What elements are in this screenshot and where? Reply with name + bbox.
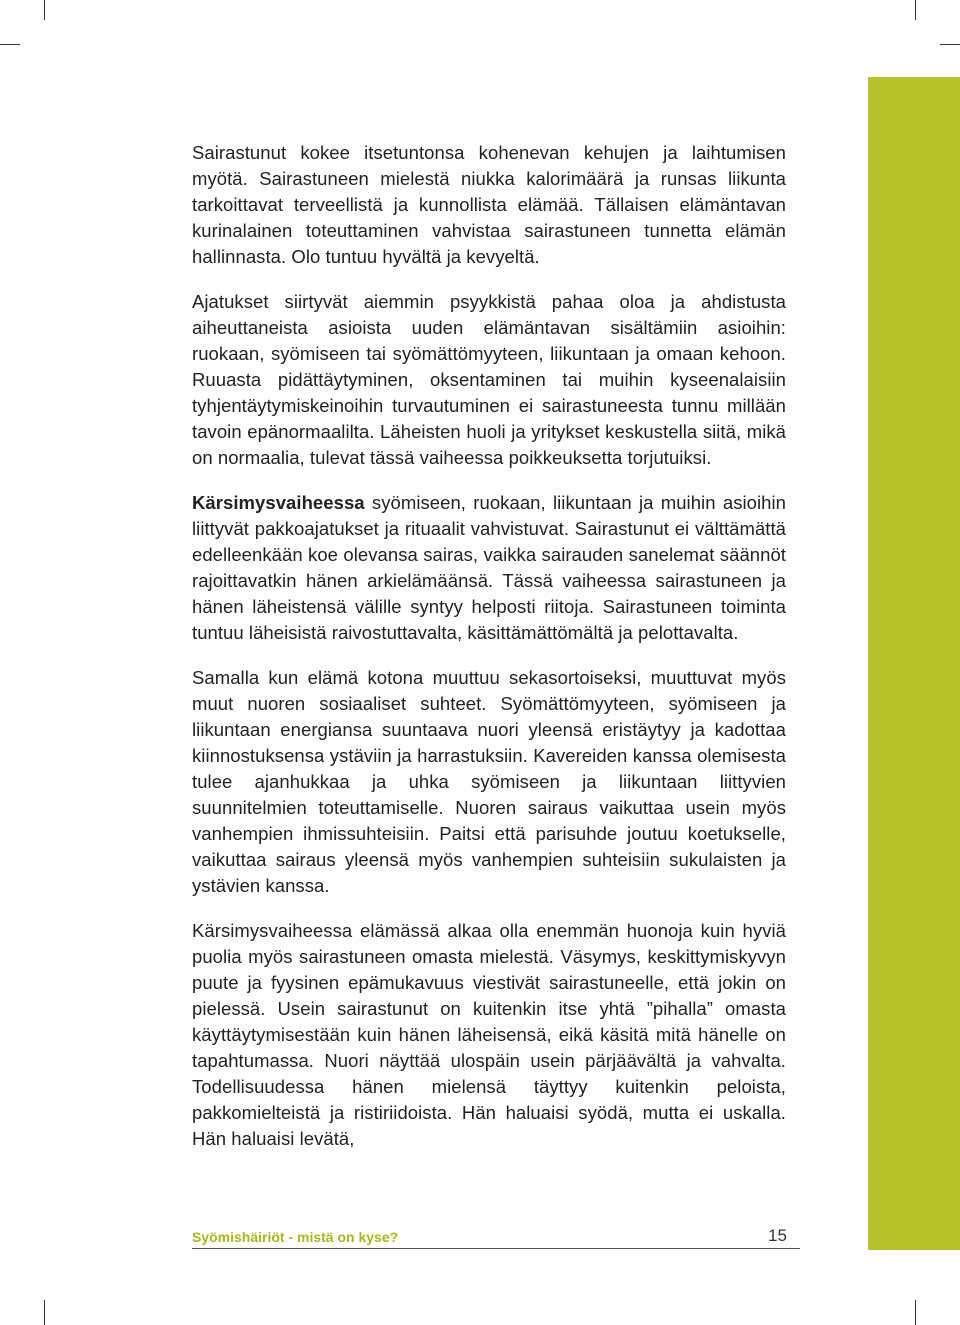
paragraph-1 [192,140,786,270]
paragraph-5 [192,918,786,1152]
crop-mark-bottom-right [915,1300,916,1325]
paragraph-text: Kärsimysvaiheessa elämässä alkaa olla enemmän huonoja kuin hyviä puolia myös sairastuneen omasta mielestä. Väsymys, keskittymiskyvyn puute ja fyysinen epämukavuus viestivät sairastuneelle, että jokin on pielessä. Usein sairastunut on kuitenkin itse yhtä ”pihalla” omasta käyttäytymisestään kuin hänen läheisensä, eikä käsitä mitä hänelle on tapahtumassa. Nuori näyttää ulospäin usein pärjäävältä ja vahvalta. Todellisuudessa hänen mielensä täyttyy kuitenkin peloista, pakkomielteistä ja ristiriidoista. Hän haluaisi syödä, mutta ei uskalla. Hän haluaisi levätä, [192,920,786,1149]
crop-mark-top-right [915,0,916,20]
paragraph-2 [192,289,786,471]
body-text [192,140,786,1171]
crop-mark-bottom-left [44,1300,45,1325]
page-number: 15 [768,1226,787,1245]
footer-book-title: Syömishäiriöt - mistä on kyse? [192,1229,399,1245]
crop-mark-top-left-horizontal [0,44,20,45]
paragraph-3 [192,490,786,646]
crop-mark-top-right-horizontal [940,44,960,45]
paragraph-text: syömiseen, ruokaan, liikuntaan ja muihin asioihin liittyvät pakkoajatukset ja rituaalit vahvistuvat. Sairastunut ei välttämättä edelleenkään koe olevansa sairas, vaikka sairauden sanelemat säännöt rajoittavatkin hänen arkielämäänsä. Tässä vaiheessa sairastuneen ja hänen läheistensä välille syntyy helposti riitoja. Sairastuneen toiminta tuntuu läheisistä raivostuttavalta, käsittämättömältä ja pelottavalta. [192,492,786,643]
footer-divider [192,1248,800,1249]
paragraph-text: Samalla kun elämä kotona muuttuu sekasortoiseksi, muuttuvat myös muut nuoren sosiaaliset suhteet. Syömättömyyteen, syömiseen ja liikuntaan energiansa suuntaava nuori yleensä eristäytyy ja kadottaa kiinnostuksensa ystäviin ja harrastuksiin. Kavereiden kanssa olemisesta tulee ajanhukkaa ja uhka syömiseen ja liikuntaan liittyvien suunnitelmien toteuttamiselle. Nuoren sairaus vaikuttaa usein myös vanhempien ihmissuhteisiin. Paitsi että parisuhde joutuu koetukselle, vaikuttaa sairaus yleensä myös vanhempien suhteisiin sukulaisten ja ystävien kanssa. [192,667,786,896]
paragraph-text: Sairastunut kokee itsetuntonsa kohenevan kehujen ja laihtumisen myötä. Sairastuneen mielestä niukka kalorimäärä ja runsas liikunta tarkoittavat terveellistä ja kunnollista elämää. Tällaisen elämäntavan kurinalainen toteuttaminen vahvistaa sairastuneen tunnetta elämän hallinnasta. Olo tuntuu hyvältä ja kevyeltä. [192,142,786,267]
crop-mark-top-left [44,0,45,20]
paragraph-lead-bold: Kärsimysvaiheessa [192,492,365,513]
accent-side-band [868,77,960,1250]
paragraph-4 [192,665,786,899]
paragraph-text: Ajatukset siirtyvät aiemmin psyykkistä pahaa oloa ja ahdistusta aiheuttaneista asioista uuden elämäntavan sisältämiin asioihin: ruokaan, syömiseen tai syömättömyyteen, liikuntaan ja omaan kehoon. Ruuasta pidättäytyminen, oksentaminen tai muihin kyseenalaisiin tyhjentäytymiskeinoihin turvautuminen ei sairastuneesta tunnu millään tavoin epänormaalilta. Läheisten huoli ja yritykset keskustella siitä, mikä on normaalia, tulevat tässä vaiheessa poikkeuksetta torjutuiksi. [192,291,786,468]
